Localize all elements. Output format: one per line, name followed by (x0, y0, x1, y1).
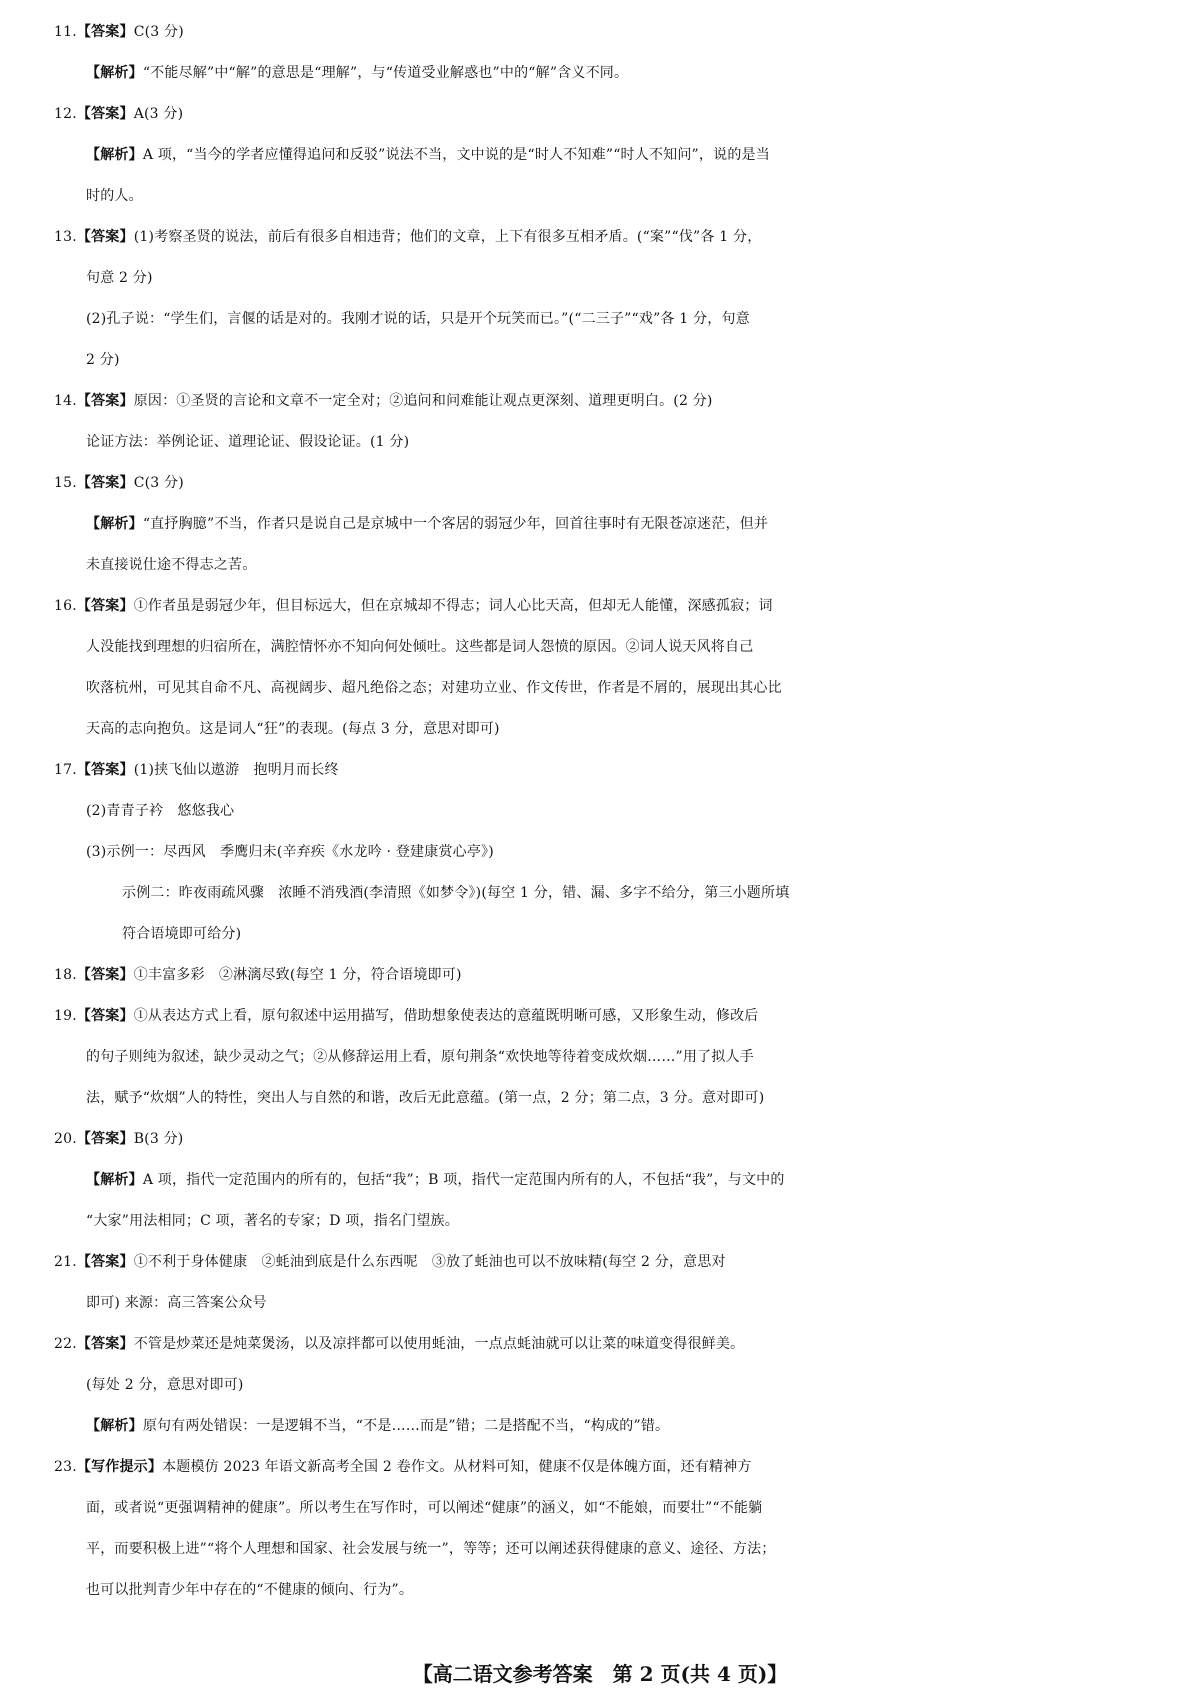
answer-item-line: 时的人。 (86, 188, 143, 204)
answer-item-line: 示例二：昨夜雨疏风骤 浓睡不消残酒(李清照《如梦令》)(每空 1 分，错、漏、多字不给分，第三小题所填 (122, 885, 790, 901)
answer-item (0, 955, 1200, 996)
answer-item-line: 天高的志向抱负。这是词人“狂”的表现。(每点 3 分，意思对即可) (86, 721, 500, 737)
answer-item-first-line: 18.【答案】①丰富多彩 ②淋漓尽致(每空 1 分，符合语境即可) (54, 967, 462, 983)
answer-item-line: 人没能找到理想的归宿所在，满腔情怀亦不知向何处倾吐。这些都是词人怨愤的原因。②词人说天风将自己 (86, 639, 754, 655)
page-footer: 【高二语文参考答案 第 2 页(共 4 页)】 (412, 1662, 788, 1686)
answer-item-line: 句意 2 分) (86, 270, 153, 286)
answer-item (0, 1324, 1200, 1447)
answer-item-first-line: 21.【答案】①不利于身体健康 ②蚝油到底是什么东西呢 ③放了蚝油也可以不放味精(每空 2 分，意思对 (54, 1254, 726, 1270)
answer-item-first-line: 14.【答案】原因：①圣贤的言论和文章不一定全对；②追问和问难能让观点更深刻、道理更明白。(2 分) (54, 393, 713, 409)
answer-item (0, 463, 1200, 586)
answer-item-line: (2)青青子衿 悠悠我心 (86, 803, 235, 819)
answer-item (0, 217, 1200, 381)
answer-item-first-line: 15.【答案】C(3 分) (54, 475, 184, 491)
answer-item-line: “大家”用法相同；C 项，著名的专家；D 项，指名门望族。 (86, 1213, 459, 1229)
answer-item-line: 平，而要积极上进”“将个人理想和国家、社会发展与统一”，等等；还可以阐述获得健康的意义、途径、方法； (86, 1541, 776, 1557)
answer-item-line: 【解析】原句有两处错误：一是逻辑不当，“不是……而是”错；二是搭配不当，“构成的”错。 (86, 1418, 670, 1434)
answer-item (0, 750, 1200, 955)
answer-item (0, 1119, 1200, 1242)
answer-item-line: 【解析】A 项，“当今的学者应懂得追问和反驳”说法不当，文中说的是“时人不知难”“时人不知问”，说的是当 (86, 147, 770, 163)
answer-list (0, 12, 1200, 1611)
answer-item-first-line: 11.【答案】C(3 分) (54, 24, 184, 40)
answer-item-line: (2)孔子说：“学生们，言偃的话是对的。我刚才说的话，只是开个玩笑而已。”(“二三子”“戏”各 1 分，句意 (86, 311, 750, 327)
answer-item-line: 【解析】A 项，指代一定范围内的所有的，包括“我”；B 项，指代一定范围内所有的人，不包括“我”，与文中的 (86, 1172, 785, 1188)
answer-item (0, 996, 1200, 1119)
answer-item (0, 1242, 1200, 1324)
answer-item-line: (每处 2 分，意思对即可) (86, 1377, 244, 1393)
answer-item-line: 【解析】“不能尽解”中“解”的意思是“理解”，与“传道受业解惑也”中的“解”含义不同。 (86, 65, 629, 81)
answer-item-line: 法，赋予“炊烟”人的特性，突出人与自然的和谐，改后无此意蕴。(第一点，2 分；第二点，3 分。意对即可) (86, 1090, 765, 1106)
answer-item-line: 符合语境即可给分) (122, 926, 242, 942)
answer-item-line: 论证方法：举例论证、道理论证、假设论证。(1 分) (86, 434, 410, 450)
answer-item-first-line: 20.【答案】B(3 分) (54, 1131, 184, 1147)
answer-item-line: 也可以批判青少年中存在的“不健康的倾向、行为”。 (86, 1582, 414, 1598)
answer-item-first-line: 22.【答案】不管是炒菜还是炖菜煲汤，以及凉拌都可以使用蚝油，一点点蚝油就可以让菜的味道变得很鲜美。 (54, 1336, 745, 1352)
answer-item-line: 【解析】“直抒胸臆”不当，作者只是说自己是京城中一个客居的弱冠少年，回首往事时有无限苍凉迷茫，但并 (86, 516, 769, 532)
answer-item-first-line: 17.【答案】(1)挟飞仙以遨游 抱明月而长终 (54, 762, 339, 778)
answer-item (0, 94, 1200, 217)
answer-item-line: (3)示例一：尽西风 季鹰归未(辛弃疾《水龙吟 · 登建康赏心亭》) (86, 844, 494, 860)
answer-item-first-line: 23.【写作提示】本题模仿 2023 年语文新高考全国 2 卷作文。从材料可知，健康不仅是体魄方面，还有精神方 (54, 1459, 752, 1475)
answer-item-first-line: 19.【答案】①从表达方式上看，原句叙述中运用描写，借助想象使表达的意蕴既明晰可感，又形象生动，修改后 (54, 1008, 759, 1024)
answer-item-line: 的句子则纯为叙述，缺少灵动之气；②从修辞运用上看，原句荆条“欢快地等待着变成炊烟……”用了拟人手 (86, 1049, 754, 1065)
answer-item-line: 未直接说仕途不得志之苦。 (86, 557, 257, 573)
answer-item-first-line: 16.【答案】①作者虽是弱冠少年，但目标远大，但在京城却不得志；词人心比天高，但却无人能懂，深感孤寂；词 (54, 598, 773, 614)
answer-item-first-line: 13.【答案】(1)考察圣贤的说法，前后有很多自相违背；他们的文章，上下有很多互相矛盾。(“案”“伐”各 1 分， (54, 229, 762, 245)
answer-item-line: 吹落杭州，可见其自命不凡、高视阔步、超凡绝俗之态；对建功立业、作文传世，作者是不屑的，展现出其心比 (86, 680, 782, 696)
answer-item-line: 2 分) (86, 352, 120, 368)
answer-item (0, 12, 1200, 94)
answer-item (0, 381, 1200, 463)
answer-item (0, 1447, 1200, 1611)
answer-item (0, 586, 1200, 750)
answer-item-line: 面，或者说“更强调精神的健康”。所以考生在写作时，可以阐述“健康”的涵义，如“不能娘，而要壮”“不能躺 (86, 1500, 763, 1516)
answer-item-line: 即可) 来源：高三答案公众号 (86, 1295, 267, 1311)
answer-item-first-line: 12.【答案】A(3 分) (54, 106, 184, 122)
